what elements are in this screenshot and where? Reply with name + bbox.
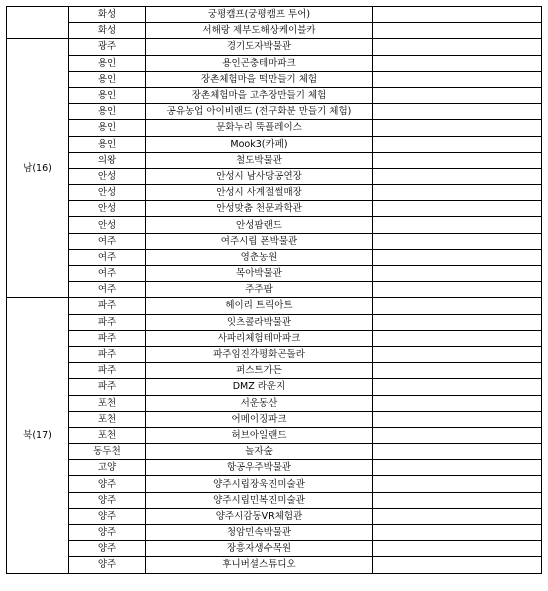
empty-cell <box>373 136 542 152</box>
empty-cell <box>373 298 542 314</box>
table-row <box>7 168 542 184</box>
place-cell: 허브아일랜드 <box>146 427 373 443</box>
empty-cell <box>373 87 542 103</box>
empty-cell <box>373 525 542 541</box>
table-row <box>7 87 542 103</box>
city-cell: 파주 <box>69 379 146 395</box>
city-cell: 의왕 <box>69 152 146 168</box>
city-cell: 용인 <box>69 71 146 87</box>
place-cell: 안성팜랜드 <box>146 217 373 233</box>
empty-cell <box>373 120 542 136</box>
city-cell: 포천 <box>69 427 146 443</box>
empty-cell <box>373 427 542 443</box>
table-row <box>7 71 542 87</box>
table-row <box>7 185 542 201</box>
city-cell: 양주 <box>69 492 146 508</box>
city-cell: 용인 <box>69 136 146 152</box>
empty-cell <box>373 71 542 87</box>
place-cell: 여주시립 폰박물관 <box>146 233 373 249</box>
place-cell: 청암민속박물관 <box>146 525 373 541</box>
city-cell: 포천 <box>69 411 146 427</box>
place-cell: 목아박물관 <box>146 266 373 282</box>
city-cell: 파주 <box>69 314 146 330</box>
place-cell: DMZ 라운지 <box>146 379 373 395</box>
region-group-cell: 남(16) <box>7 39 69 298</box>
city-cell: 파주 <box>69 363 146 379</box>
city-cell: 화성 <box>69 23 146 39</box>
empty-cell <box>373 249 542 265</box>
empty-cell <box>373 217 542 233</box>
place-cell: 공유농업 아이비랜드 (전구화분 만들기 체험) <box>146 104 373 120</box>
region-group-cell: 북(17) <box>7 298 69 573</box>
empty-cell <box>373 476 542 492</box>
table-row <box>7 427 542 443</box>
table-row <box>7 298 542 314</box>
table-row <box>7 152 542 168</box>
table-row <box>7 330 542 346</box>
place-cell: 사파리체험테마파크 <box>146 330 373 346</box>
empty-cell <box>373 557 542 573</box>
place-cell: Mook3(카페) <box>146 136 373 152</box>
table-row <box>7 379 542 395</box>
place-cell: 양주시립장욱진미술관 <box>146 476 373 492</box>
place-cell: 파주임진각평화곤돌라 <box>146 346 373 362</box>
table-row <box>7 120 542 136</box>
empty-cell <box>373 152 542 168</box>
table-row <box>7 557 542 573</box>
table-row <box>7 266 542 282</box>
table-row <box>7 201 542 217</box>
empty-cell <box>373 363 542 379</box>
place-cell: 장촌체험마을 고추장만들기 체험 <box>146 87 373 103</box>
empty-cell <box>373 201 542 217</box>
city-cell: 양주 <box>69 557 146 573</box>
table-row <box>7 444 542 460</box>
table-row <box>7 508 542 524</box>
table-row <box>7 541 542 557</box>
city-cell: 안성 <box>69 168 146 184</box>
city-cell: 화성 <box>69 7 146 23</box>
empty-cell <box>373 233 542 249</box>
table-row <box>7 492 542 508</box>
place-cell: 서해랑 제부도해상케이블카 <box>146 23 373 39</box>
place-cell: 후니버셜스튜디오 <box>146 557 373 573</box>
table-row <box>7 411 542 427</box>
empty-cell <box>373 411 542 427</box>
place-cell: 용인곤충테마파크 <box>146 55 373 71</box>
table-row <box>7 525 542 541</box>
attractions-table-body <box>7 7 542 574</box>
empty-cell <box>373 168 542 184</box>
place-cell: 양주시립민복진미술관 <box>146 492 373 508</box>
place-cell: 안성시 남사당공연장 <box>146 168 373 184</box>
place-cell: 안성시 사계절썰매장 <box>146 185 373 201</box>
place-cell: 장흥자생수목원 <box>146 541 373 557</box>
table-row <box>7 282 542 298</box>
city-cell: 용인 <box>69 87 146 103</box>
city-cell: 양주 <box>69 508 146 524</box>
table-row <box>7 314 542 330</box>
empty-cell <box>373 379 542 395</box>
empty-cell <box>373 266 542 282</box>
table-row <box>7 363 542 379</box>
city-cell: 용인 <box>69 104 146 120</box>
table-row <box>7 233 542 249</box>
empty-cell <box>373 185 542 201</box>
table-row <box>7 23 542 39</box>
table-row <box>7 217 542 233</box>
empty-cell <box>373 460 542 476</box>
empty-cell <box>373 55 542 71</box>
empty-cell <box>373 492 542 508</box>
city-cell: 안성 <box>69 217 146 233</box>
attractions-table <box>6 6 542 574</box>
city-cell: 양주 <box>69 525 146 541</box>
place-cell: 잇츠콜라박물관 <box>146 314 373 330</box>
empty-cell <box>373 39 542 55</box>
city-cell: 동두천 <box>69 444 146 460</box>
place-cell: 장촌체험마을 떡만들기 체험 <box>146 71 373 87</box>
place-cell: 서운동산 <box>146 395 373 411</box>
empty-cell <box>373 23 542 39</box>
city-cell: 여주 <box>69 266 146 282</box>
city-cell: 파주 <box>69 346 146 362</box>
city-cell: 양주 <box>69 541 146 557</box>
table-row <box>7 39 542 55</box>
table-row <box>7 136 542 152</box>
city-cell: 광주 <box>69 39 146 55</box>
place-cell: 궁평캠프(궁평캠프 투어) <box>146 7 373 23</box>
table-row <box>7 460 542 476</box>
place-cell: 문화누리 뚝플레이스 <box>146 120 373 136</box>
place-cell: 퍼스트가든 <box>146 363 373 379</box>
empty-cell <box>373 314 542 330</box>
city-cell: 포천 <box>69 395 146 411</box>
place-cell: 헤이리 트릭아트 <box>146 298 373 314</box>
place-cell: 주주팜 <box>146 282 373 298</box>
empty-cell <box>373 444 542 460</box>
place-cell: 철도박물관 <box>146 152 373 168</box>
empty-cell <box>373 346 542 362</box>
place-cell: 영춘농원 <box>146 249 373 265</box>
region-group-cell <box>7 7 69 39</box>
place-cell: 양주시감동VR체험관 <box>146 508 373 524</box>
empty-cell <box>373 330 542 346</box>
place-cell: 경기도자박물관 <box>146 39 373 55</box>
city-cell: 양주 <box>69 476 146 492</box>
city-cell: 용인 <box>69 120 146 136</box>
table-row <box>7 476 542 492</box>
table-row <box>7 55 542 71</box>
table-row <box>7 249 542 265</box>
place-cell: 어메이징파크 <box>146 411 373 427</box>
place-cell: 안성맞춤 천문과학관 <box>146 201 373 217</box>
place-cell: 놀자숲 <box>146 444 373 460</box>
table-row <box>7 7 542 23</box>
city-cell: 파주 <box>69 298 146 314</box>
table-row <box>7 395 542 411</box>
city-cell: 여주 <box>69 249 146 265</box>
empty-cell <box>373 7 542 23</box>
empty-cell <box>373 508 542 524</box>
city-cell: 여주 <box>69 233 146 249</box>
city-cell: 고양 <box>69 460 146 476</box>
empty-cell <box>373 104 542 120</box>
city-cell: 여주 <box>69 282 146 298</box>
empty-cell <box>373 395 542 411</box>
table-row <box>7 104 542 120</box>
city-cell: 안성 <box>69 185 146 201</box>
place-cell: 항공우주박물관 <box>146 460 373 476</box>
city-cell: 안성 <box>69 201 146 217</box>
table-row <box>7 346 542 362</box>
city-cell: 파주 <box>69 330 146 346</box>
city-cell: 용인 <box>69 55 146 71</box>
empty-cell <box>373 541 542 557</box>
empty-cell <box>373 282 542 298</box>
